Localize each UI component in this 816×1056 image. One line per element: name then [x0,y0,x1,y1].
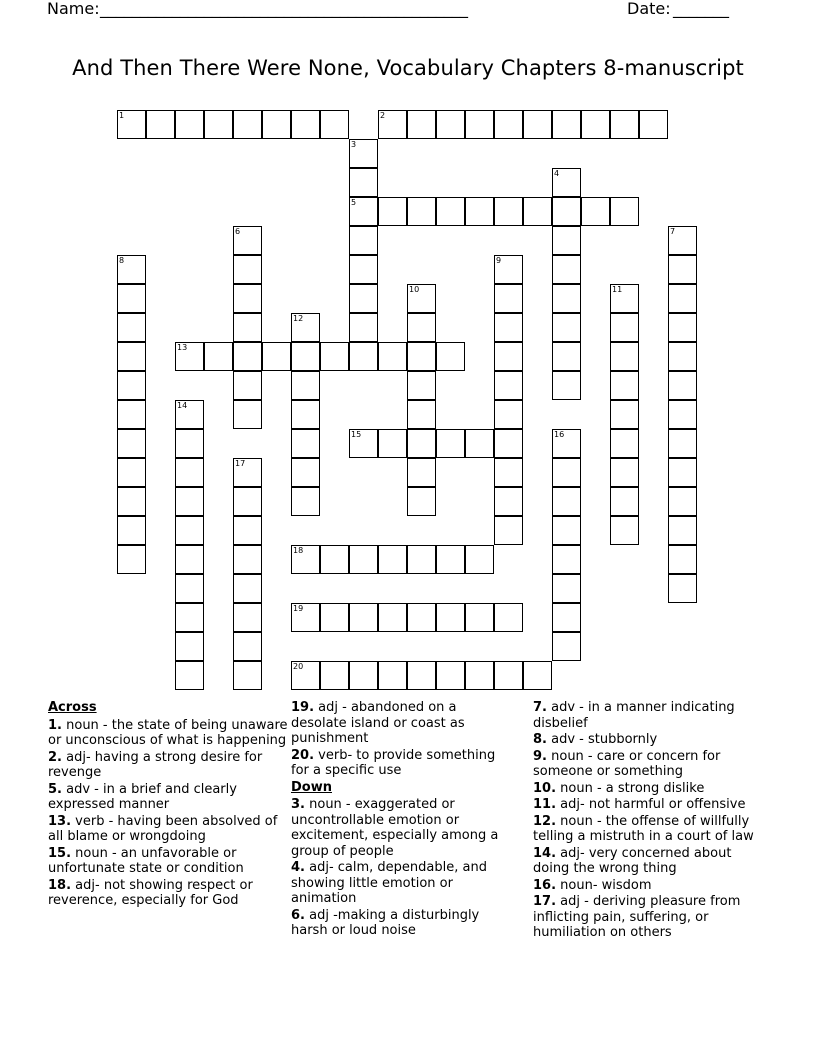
cell-number: 8 [119,256,125,265]
clue-text: adj- not harmful or offensive [560,797,746,812]
crossword-cell[interactable] [552,371,581,400]
cell-number: 16 [554,430,565,439]
crossword-cell[interactable] [610,458,639,487]
crossword-cell[interactable] [610,197,639,226]
crossword-cell[interactable] [291,429,320,458]
clue-number: 4. [291,860,305,875]
clue-down-7 [533,700,763,731]
crossword-cell[interactable] [291,400,320,429]
crossword-cell[interactable] [349,545,378,574]
name-field[interactable]: ______________________________________________ [100,0,468,18]
crossword-cell[interactable] [668,226,697,255]
clue-across-20 [291,748,511,779]
crossword-cell[interactable] [349,284,378,313]
crossword-cell[interactable] [175,603,204,632]
crossword-cell[interactable] [610,313,639,342]
crossword-cell[interactable] [494,458,523,487]
crossword-cell[interactable] [233,458,262,487]
cell-number: 6 [235,227,241,236]
crossword-cell[interactable] [494,400,523,429]
crossword-cell[interactable] [494,487,523,516]
clue-text: adj- very concerned about doing the wrong thing [533,845,732,876]
crossword-cell[interactable] [378,429,407,458]
crossword-cell[interactable] [117,516,146,545]
cell-number: 7 [670,227,676,236]
crossword-cell[interactable] [552,429,581,458]
clue-text: adj- calm, dependable, and showing little emotion or animation [291,860,487,906]
clue-down-12 [533,814,763,845]
crossword-cell[interactable] [407,400,436,429]
clue-number: 18. [48,877,72,893]
crossword-cell[interactable] [378,110,407,139]
crossword-cell[interactable] [668,574,697,603]
crossword-cell[interactable] [552,516,581,545]
crossword-cell[interactable] [407,342,436,371]
crossword-cell[interactable] [349,226,378,255]
crossword-cell[interactable] [552,255,581,284]
crossword-cell[interactable] [175,487,204,516]
crossword-cell[interactable] [668,545,697,574]
crossword-cell[interactable] [552,603,581,632]
crossword-cell[interactable] [668,516,697,545]
clue-text: adj -making a disturbingly harsh or loud noise [291,907,480,938]
crossword-cell[interactable] [233,603,262,632]
clue-down-17 [533,894,763,941]
crossword-cell[interactable] [407,487,436,516]
crossword-cell[interactable] [320,110,349,139]
clue-number: 10. [533,780,557,796]
crossword-cell[interactable] [291,603,320,632]
cell-number: 9 [496,256,502,265]
cell-number: 12 [293,314,304,323]
clue-down-9 [533,749,763,780]
cell-number: 5 [351,198,357,207]
crossword-cell[interactable] [175,545,204,574]
crossword-cell[interactable] [639,110,668,139]
clue-text: adv - in a brief and clearly expressed manner [48,781,237,812]
crossword-cell[interactable] [407,603,436,632]
crossword-cell[interactable] [204,110,233,139]
cell-number: 4 [554,169,560,178]
crossword-cell[interactable] [668,284,697,313]
clue-text: adj - deriving pleasure from inflicting pain, suffering, or humiliation on others [533,894,741,940]
crossword-cell[interactable] [320,661,349,690]
crossword-cell[interactable] [349,139,378,168]
cell-number: 1 [119,111,125,120]
crossword-cell[interactable] [407,284,436,313]
crossword-cell[interactable] [494,255,523,284]
crossword-cell[interactable] [117,545,146,574]
crossword-cell[interactable] [610,429,639,458]
crossword-cell[interactable] [378,545,407,574]
clue-column-2 [291,700,511,940]
clue-text: verb - having been absolved of all blame or wrongdoing [48,813,278,844]
crossword-cell[interactable] [349,661,378,690]
across-heading: Across [48,700,97,715]
crossword-cell[interactable] [291,313,320,342]
crossword-cell[interactable] [552,487,581,516]
cell-number: 19 [293,604,304,613]
cell-number: 15 [351,430,362,439]
clue-text: noun - care or concern for someone or something [533,748,721,779]
crossword-cell[interactable] [175,458,204,487]
crossword-cell[interactable] [552,458,581,487]
clue-text: adj- having a strong desire for revenge [48,749,263,780]
crossword-cell[interactable] [436,429,465,458]
crossword-cell[interactable] [349,168,378,197]
clue-number: 12. [533,813,557,829]
clue-text: noun - an unfavorable or unfortunate state or condition [48,845,244,876]
clue-text: verb- to provide something for a specific use [291,747,496,778]
clue-text: adj- not showing respect or reverence, especially for God [48,877,253,908]
crossword-cell[interactable] [436,603,465,632]
crossword-cell[interactable] [581,110,610,139]
clue-number: 1. [48,717,62,733]
clue-text: adj - abandoned on a desolate island or coast as punishment [291,700,465,746]
clue-number: 13. [48,813,72,829]
crossword-cell[interactable] [465,429,494,458]
crossword-cell[interactable] [668,342,697,371]
clue-across-13 [48,814,288,845]
crossword-cell[interactable] [233,110,262,139]
clue-across-2 [48,750,288,781]
crossword-cell[interactable] [407,429,436,458]
clue-down-11 [533,797,763,813]
crossword-cell[interactable] [175,400,204,429]
crossword-cell[interactable] [523,661,552,690]
crossword-cell[interactable] [465,603,494,632]
clue-down-14 [533,846,763,877]
crossword-cell[interactable] [349,429,378,458]
cell-number: 2 [380,111,386,120]
crossword-cell[interactable] [175,342,204,371]
crossword-cell[interactable] [552,574,581,603]
crossword-cell[interactable] [436,545,465,574]
crossword-cell[interactable] [552,342,581,371]
clue-number: 6. [291,907,305,923]
crossword-cell[interactable] [117,342,146,371]
crossword-cell[interactable] [233,400,262,429]
crossword-cell[interactable] [494,197,523,226]
crossword-cell[interactable] [436,197,465,226]
crossword-cell[interactable] [465,545,494,574]
crossword-cell[interactable] [552,284,581,313]
crossword-cell[interactable] [407,197,436,226]
page-title: And Then There Were None, Vocabulary Chapters 8-manuscript [72,56,744,80]
crossword-cell[interactable] [668,400,697,429]
crossword-cell[interactable] [117,110,146,139]
crossword-cell[interactable] [494,516,523,545]
cell-number: 3 [351,140,357,149]
crossword-cell[interactable] [610,516,639,545]
crossword-cell[interactable] [668,429,697,458]
crossword-cell[interactable] [349,342,378,371]
name-label: Name: [47,0,100,18]
crossword-cell[interactable] [233,516,262,545]
crossword-cell[interactable] [407,458,436,487]
clue-number: 7. [533,700,547,715]
crossword-cell[interactable] [494,429,523,458]
crossword-cell[interactable] [117,429,146,458]
crossword-cell[interactable] [552,110,581,139]
crossword-cell[interactable] [320,603,349,632]
crossword-cell[interactable] [291,487,320,516]
crossword-cell[interactable] [523,110,552,139]
crossword-cell[interactable] [465,110,494,139]
crossword-cell[interactable] [233,632,262,661]
cell-number: 10 [409,285,420,294]
crossword-cell[interactable] [494,371,523,400]
clue-number: 19. [291,700,315,715]
down-heading: Down [291,779,332,795]
crossword-cell[interactable] [610,400,639,429]
crossword-cell[interactable] [407,110,436,139]
crossword-cell[interactable] [610,371,639,400]
crossword-cell[interactable] [523,197,552,226]
crossword-cell[interactable] [349,255,378,284]
clue-down-16 [533,878,763,894]
crossword-cell[interactable] [233,313,262,342]
clue-number: 9. [533,748,547,764]
crossword-cell[interactable] [349,313,378,342]
crossword-cell[interactable] [668,458,697,487]
crossword-cell[interactable] [668,313,697,342]
clue-text: noun - the state of being unaware or unconscious of what is happening [48,717,288,748]
crossword-cell[interactable] [117,255,146,284]
crossword-cell[interactable] [233,342,262,371]
crossword-cell[interactable] [436,342,465,371]
clue-text: noun- wisdom [560,877,652,893]
crossword-cell[interactable] [465,661,494,690]
crossword-cell[interactable] [233,255,262,284]
crossword-cell[interactable] [552,168,581,197]
date-label: Date: [627,0,671,18]
crossword-cell[interactable] [291,545,320,574]
clue-number: 5. [48,781,62,797]
crossword-cell[interactable] [610,284,639,313]
crossword-cell[interactable] [117,284,146,313]
crossword-cell[interactable] [262,110,291,139]
crossword-cell[interactable] [378,661,407,690]
crossword-cell[interactable] [610,487,639,516]
clue-number: 11. [533,797,557,812]
clue-number: 17. [533,894,557,909]
clue-number: 15. [48,845,72,861]
cell-number: 11 [612,285,623,294]
clue-number: 8. [533,732,547,747]
crossword-cell[interactable] [465,197,494,226]
crossword-cell[interactable] [204,342,233,371]
crossword-cell[interactable] [175,429,204,458]
crossword-cell[interactable] [262,342,291,371]
crossword-cell[interactable] [436,661,465,690]
crossword-cell[interactable] [146,110,175,139]
crossword-cell[interactable] [668,255,697,284]
crossword-cell[interactable] [175,110,204,139]
clue-down-6 [291,908,511,939]
crossword-cell[interactable] [668,487,697,516]
crossword-cell[interactable] [552,545,581,574]
crossword-cell[interactable] [378,197,407,226]
cell-number: 14 [177,401,188,410]
crossword-cell[interactable] [494,313,523,342]
clue-column-1 [48,700,288,910]
crossword-cell[interactable] [320,545,349,574]
cell-number: 17 [235,459,246,468]
cell-number: 13 [177,343,188,352]
crossword-cell[interactable] [407,313,436,342]
crossword-cell[interactable] [494,284,523,313]
clue-text: noun - the offense of willfully telling a mistruth in a court of law [533,813,754,844]
crossword-cell[interactable] [552,197,581,226]
crossword-cell[interactable] [349,197,378,226]
crossword-cell[interactable] [117,371,146,400]
clue-down-8 [533,732,763,748]
clue-number: 16. [533,877,557,893]
crossword-cell[interactable] [175,574,204,603]
clue-across-1 [48,718,288,749]
crossword-cell[interactable] [407,661,436,690]
crossword-cell[interactable] [233,371,262,400]
clue-text: noun - exaggerated or uncontrollable emotion or excitement, especially among a group of people [291,797,499,859]
crossword-cell[interactable] [233,574,262,603]
cell-number: 20 [293,662,304,671]
clue-number: 14. [533,845,557,861]
crossword-cell[interactable] [291,661,320,690]
clue-column-3 [533,700,763,942]
crossword-cell[interactable] [494,342,523,371]
crossword-cell[interactable] [378,603,407,632]
crossword-cell[interactable] [291,371,320,400]
crossword-cell[interactable] [610,342,639,371]
cell-number: 18 [293,546,304,555]
crossword-cell[interactable] [668,371,697,400]
crossword-cell[interactable] [407,545,436,574]
clue-down-4 [291,860,511,907]
crossword-cell[interactable] [349,603,378,632]
clue-across-19 [291,700,511,747]
crossword-cell[interactable] [494,110,523,139]
crossword-cell[interactable] [233,284,262,313]
crossword-cell[interactable] [581,197,610,226]
crossword-cell[interactable] [233,661,262,690]
crossword-cell[interactable] [117,487,146,516]
clue-across-18 [48,878,288,909]
crossword-cell[interactable] [233,487,262,516]
crossword-cell[interactable] [552,226,581,255]
clue-across-5 [48,782,288,813]
crossword-cell[interactable] [378,342,407,371]
crossword-cell[interactable] [320,342,349,371]
clue-down-10 [533,781,763,797]
crossword-cell[interactable] [552,632,581,661]
crossword-cell[interactable] [175,661,204,690]
crossword-cell[interactable] [175,516,204,545]
clue-number: 3. [291,797,305,812]
crossword-cell[interactable] [117,458,146,487]
clue-number: 20. [291,747,315,763]
clue-down-3 [291,797,511,859]
crossword-cell[interactable] [494,661,523,690]
crossword-cell[interactable] [233,545,262,574]
crossword-cell[interactable] [117,400,146,429]
crossword-cell[interactable] [117,313,146,342]
crossword-cell[interactable] [175,632,204,661]
crossword-cell[interactable] [291,342,320,371]
clue-text: noun - a strong dislike [560,780,705,796]
crossword-cell[interactable] [494,603,523,632]
clue-text: adv - stubbornly [551,732,658,747]
crossword-cell[interactable] [436,110,465,139]
crossword-cell[interactable] [610,110,639,139]
crossword-cell[interactable] [233,226,262,255]
crossword-cell[interactable] [291,110,320,139]
crossword-cell[interactable] [407,371,436,400]
clue-across-15 [48,846,288,877]
clue-text: adv - in a manner indicating disbelief [533,700,735,731]
clue-number: 2. [48,749,62,765]
date-field[interactable]: _______ [673,0,729,18]
crossword-cell[interactable] [552,313,581,342]
crossword-cell[interactable] [291,458,320,487]
